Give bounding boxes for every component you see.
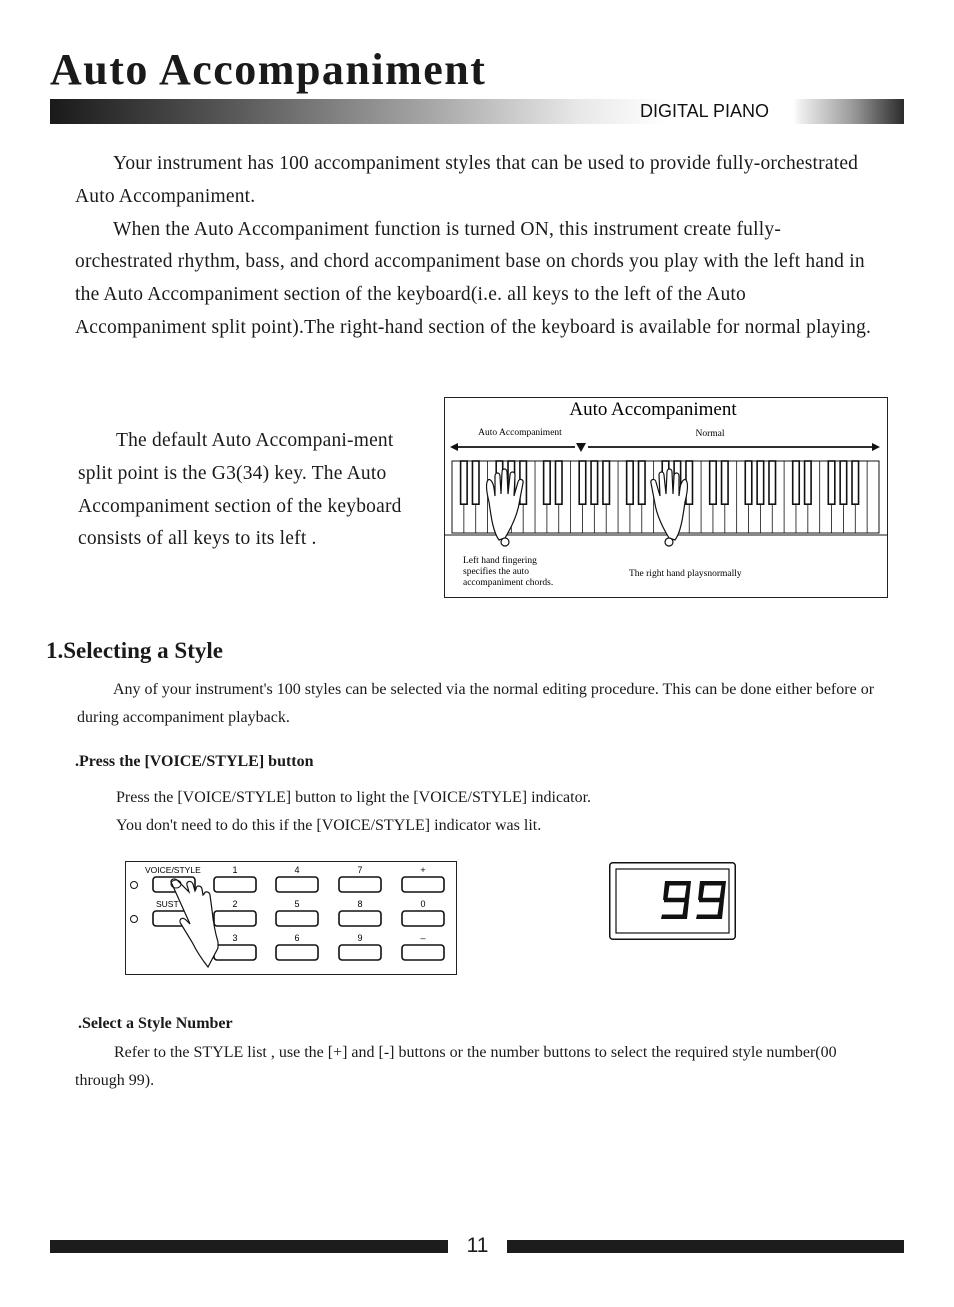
number-button[interactable] bbox=[214, 911, 256, 926]
lcd-display bbox=[609, 862, 736, 940]
number-button[interactable] bbox=[339, 945, 381, 960]
split-point-paragraph: The default Auto Accompani-ment split point is the G3(34) key. The Auto Accompaniment section of the keyboard consists of all keys to its left . bbox=[78, 430, 402, 550]
lcd-segment bbox=[665, 881, 691, 886]
number-button[interactable] bbox=[339, 877, 381, 892]
number-button[interactable] bbox=[276, 877, 318, 892]
black-key bbox=[840, 461, 847, 504]
black-key bbox=[461, 461, 468, 504]
footer-bar-right bbox=[507, 1240, 904, 1253]
step2-heading: .Select a Style Number bbox=[78, 1015, 233, 1032]
number-button-label: 5 bbox=[294, 899, 300, 909]
left-zone-arrow bbox=[450, 443, 575, 451]
number-button-label: 3 bbox=[232, 933, 238, 943]
sustain-label: SUST bbox=[156, 899, 179, 909]
black-key bbox=[579, 461, 586, 504]
number-button-label: – bbox=[420, 933, 426, 943]
left-zone-label: Auto Accompaniment bbox=[478, 428, 562, 438]
black-key bbox=[472, 461, 479, 504]
black-key bbox=[805, 461, 812, 504]
brand-label: DIGITAL PIANO bbox=[640, 101, 770, 121]
black-key bbox=[603, 461, 610, 504]
black-key bbox=[627, 461, 634, 504]
left-caption-line-1: Left hand fingering bbox=[463, 556, 537, 566]
black-key bbox=[710, 461, 717, 504]
keyboard-figure bbox=[444, 397, 888, 598]
number-button[interactable] bbox=[214, 945, 256, 960]
step1-line-2: You don't need to do this if the [VOICE/STYLE] indicator was lit. bbox=[116, 817, 542, 834]
keyboard-diagram bbox=[445, 398, 887, 597]
section-heading: 1.Selecting a Style bbox=[46, 638, 223, 663]
lcd-segment bbox=[699, 898, 723, 903]
number-buttons bbox=[214, 865, 444, 960]
number-button[interactable] bbox=[339, 911, 381, 926]
number-button-label: 7 bbox=[357, 865, 363, 875]
page-title: Auto Accompaniment bbox=[50, 45, 487, 94]
lcd-segment bbox=[696, 915, 722, 920]
page-number: 11 bbox=[466, 1234, 489, 1257]
number-button[interactable] bbox=[402, 877, 444, 892]
black-key bbox=[722, 461, 729, 504]
step1-line-1: Press the [VOICE/STYLE] button to light the [VOICE/STYLE] indicator. bbox=[116, 789, 592, 806]
intro-text bbox=[75, 148, 875, 345]
black-key bbox=[555, 461, 562, 504]
title-gradient-bar bbox=[50, 99, 904, 124]
number-button-label: 6 bbox=[294, 933, 300, 943]
step1-text bbox=[116, 784, 876, 840]
black-key bbox=[793, 461, 800, 504]
lcd-segment bbox=[664, 898, 688, 903]
right-caption: The right hand playsnormally bbox=[629, 569, 742, 579]
black-key bbox=[852, 461, 859, 504]
number-button-label: 1 bbox=[232, 865, 238, 875]
keyboard-figure-title: Auto Accompaniment bbox=[569, 399, 737, 420]
number-button-label: + bbox=[420, 865, 426, 875]
voice-style-indicator bbox=[131, 882, 138, 889]
number-button[interactable] bbox=[402, 945, 444, 960]
lcd-display-diagram bbox=[609, 862, 736, 940]
section-intro-text: Any of your instrument's 100 styles can be selected via the normal editing procedure. This can be done either before or during accompaniment playback. bbox=[77, 681, 875, 726]
number-button-label: 2 bbox=[232, 899, 238, 909]
number-button-label: 8 bbox=[357, 899, 363, 909]
control-panel-diagram bbox=[126, 862, 456, 974]
number-button-label: 0 bbox=[420, 899, 426, 909]
footer-bar-left bbox=[50, 1240, 448, 1253]
number-button[interactable] bbox=[276, 911, 318, 926]
number-button-label: 4 bbox=[294, 865, 300, 875]
number-button-label: 9 bbox=[357, 933, 363, 943]
black-key bbox=[544, 461, 551, 504]
step2-text-body: Refer to the STYLE list , use the [+] and [-] buttons or the number buttons to select the required style number(00 through 99). bbox=[75, 1044, 837, 1089]
lcd-segment bbox=[700, 881, 726, 886]
black-key bbox=[828, 461, 835, 504]
intro-paragraph-1: Your instrument has 100 accompaniment styles that can be used to provide fully-orchestrated Auto Accompaniment. bbox=[75, 153, 859, 207]
step2-text bbox=[75, 1039, 875, 1095]
split-point-marker bbox=[576, 443, 586, 452]
left-caption-line-3: accompaniment chords. bbox=[463, 578, 554, 588]
voice-style-label: VOICE/STYLE bbox=[145, 865, 201, 875]
black-key bbox=[745, 461, 752, 504]
right-zone-arrow bbox=[588, 443, 880, 451]
number-button[interactable] bbox=[402, 911, 444, 926]
black-key bbox=[639, 461, 646, 504]
number-button[interactable] bbox=[276, 945, 318, 960]
left-caption-line-2: specifies the auto bbox=[463, 567, 529, 577]
right-zone-label: Normal bbox=[695, 429, 725, 439]
sustain-indicator bbox=[131, 916, 138, 923]
lcd-segment bbox=[661, 915, 687, 920]
section-intro bbox=[77, 676, 877, 732]
black-key bbox=[769, 461, 776, 504]
split-point-text bbox=[78, 425, 413, 556]
black-key bbox=[757, 461, 764, 504]
step1-heading: .Press the [VOICE/STYLE] button bbox=[75, 753, 314, 770]
intro-paragraph-2: When the Auto Accompaniment function is turned ON, this instrument create fully-orchestrated rhythm, bass, and chord accompaniment base on chords you play with the left hand in the Auto Accompaniment section of the keyboard(i.e. all keys to the left of the Auto Accompaniment split point).The right-hand section of the keyboard is available for normal playing. bbox=[75, 218, 872, 338]
black-key bbox=[591, 461, 598, 504]
number-button[interactable] bbox=[214, 877, 256, 892]
control-panel bbox=[125, 861, 457, 975]
